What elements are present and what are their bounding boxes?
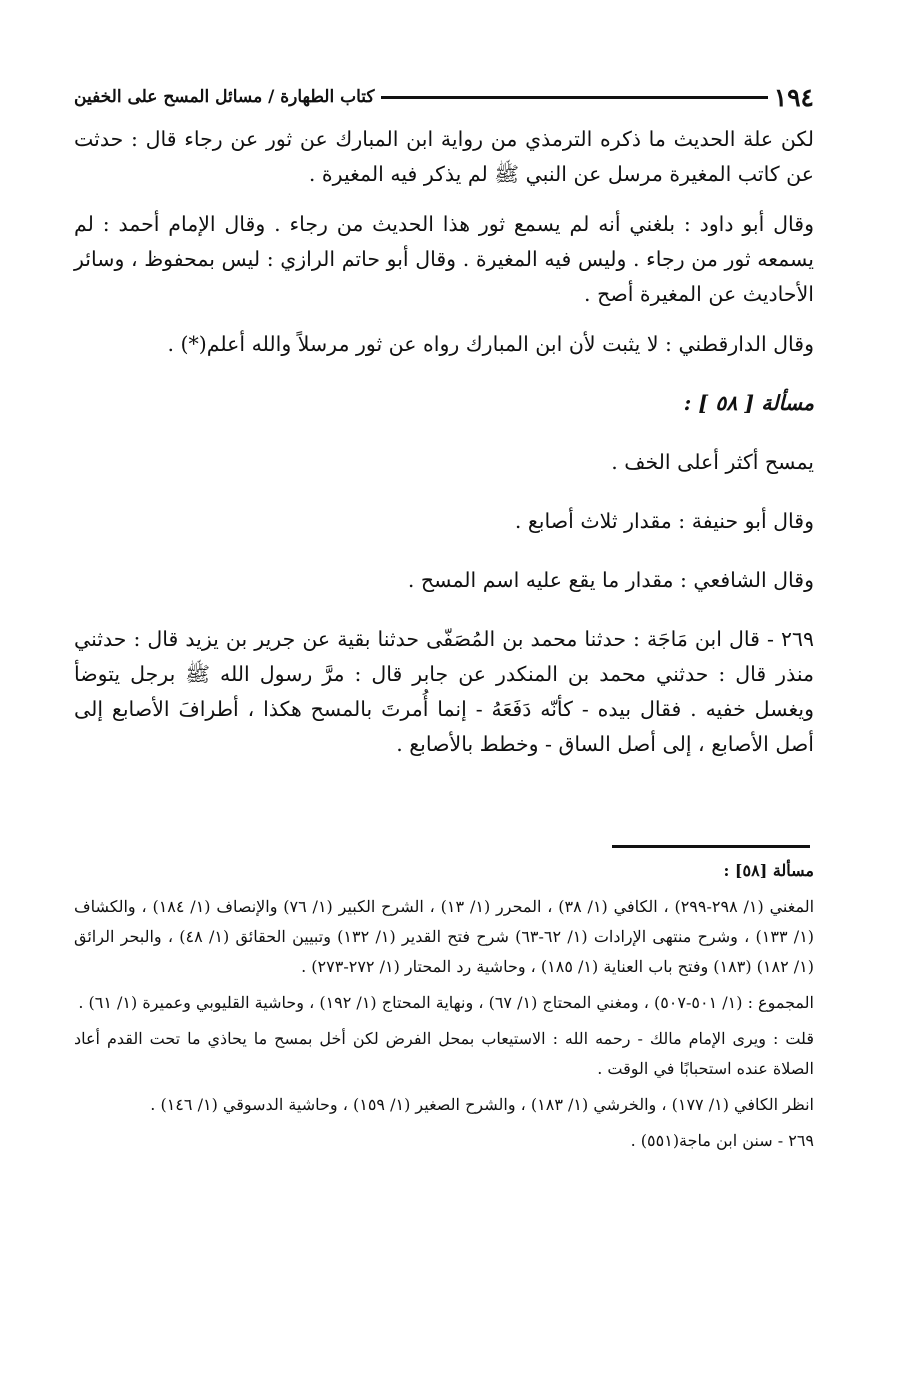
footnote-maliki-refs: انظر الكافي (١/ ١٧٧) ، والخرشي (١/ ١٨٣) ، والشرح الصغير (١/ ١٥٩) ، وحاشية الدسوقي (١/ ١٤٦) . xyxy=(150,1095,814,1114)
header-rule xyxy=(381,96,768,99)
paragraph-abu-dawud: وقال أبو داود : بلغني أنه لم يسمع ثور هذا الحديث من رجاء . وقال الإمام أحمد : لم يسمعه ثور من رجاء . وليس فيه المغيرة . وقال أبو حاتم الرازي : ليس بمحفوظ ، وسائر الأحاديث عن المغيرة أصح . xyxy=(74,212,814,306)
paragraph-shafii: وقال الشافعي : مقدار ما يقع عليه اسم المسح . xyxy=(407,568,814,592)
page-header xyxy=(74,82,814,112)
running-title: كتاب الطهارة / مسائل المسح على الخفين xyxy=(74,87,375,107)
paragraph-ruling: يمسح أكثر أعلى الخف . xyxy=(611,450,814,474)
footnotes xyxy=(74,856,814,1162)
main-text xyxy=(74,122,814,777)
footnote-hadith-source: ٢٦٩ - سنن ابن ماجة(٥٥١) . xyxy=(630,1131,814,1150)
footnote-maliki-note: قلت : ويرى الإمام مالك - رحمه الله : الاستيعاب بمحل الفرض لكن أخل بمسح ما يحاذي ما تحت القدم أعاد الصلاة عنده استحبابًا في الوقت . xyxy=(74,1029,814,1078)
footnote-shafii-refs: المجموع : (١/ ٥٠١-٥٠٧) ، ومغني المحتاج (١/ ٦٧) ، ونهاية المحتاج (١/ ١٩٢) ، وحاشية القليوبي وعميرة (١/ ٦١) . xyxy=(78,993,814,1012)
footnote-heading: مسألة [٥٨] : xyxy=(723,861,814,880)
paragraph-abu-hanifa: وقال أبو حنيفة : مقدار ثلاث أصابع . xyxy=(514,509,814,533)
paragraph-tirmidhi: لكن علة الحديث ما ذكره الترمذي من رواية ابن المبارك عن ثور عن رجاء قال : حدثت عن كاتب المغيرة مرسل عن النبي ﷺ لم يذكر فيه المغيرة . xyxy=(74,127,814,186)
footnote-hanbali-hanafi-refs: المغني (١/ ٢٩٨-٢٩٩) ، الكافي (١/ ٣٨) ، المحرر (١/ ١٣) ، الشرح الكبير (١/ ٧٦) والإنصاف (١/ ١٨٤) ، والكشاف (١/ ١٣٣) ، وشرح منتهى الإرادات (١/ ٦٢-٦٣) شرح فتح القدير (١/ ١٣٢) وتبيين الحقائق (١/ ٤٨) ، والبحر الرائق (١/ ١٨٢) (١٨٣) وفتح باب العناية (١/ ١٨٥) ، وحاشية رد المحتار (١/ ٢٧٢-٢٧٣) . xyxy=(74,897,815,976)
page-number: ١٩٤ xyxy=(773,82,814,112)
footnote-rule xyxy=(612,845,810,848)
paragraph-hadith-269: ٢٦٩ - قال ابن مَاجَة : حدثنا محمد بن المُصَفّى حدثنا بقية عن جرير بن يزيد قال : حدثني منذر قال : حدثني محمد بن المنكدر عن جابر قال : مرَّ رسول الله ﷺ برجل يتوضأ ويغسل خفيه . فقال بيده - كأنّه دَفَعَهُ - إنما أُمرتَ بالمسح هكذا ، أطرافَ الأصابع إلى أصل الأصابع ، إلى أصل الساق - وخطط بالأصابع . xyxy=(74,627,814,756)
masala-heading: مسألة [ ٥٨ ] : xyxy=(683,391,814,415)
paragraph-daraqutni: وقال الدارقطني : لا يثبت لأن ابن المبارك رواه عن ثور مرسلاً والله أعلم(*) . xyxy=(167,332,814,356)
